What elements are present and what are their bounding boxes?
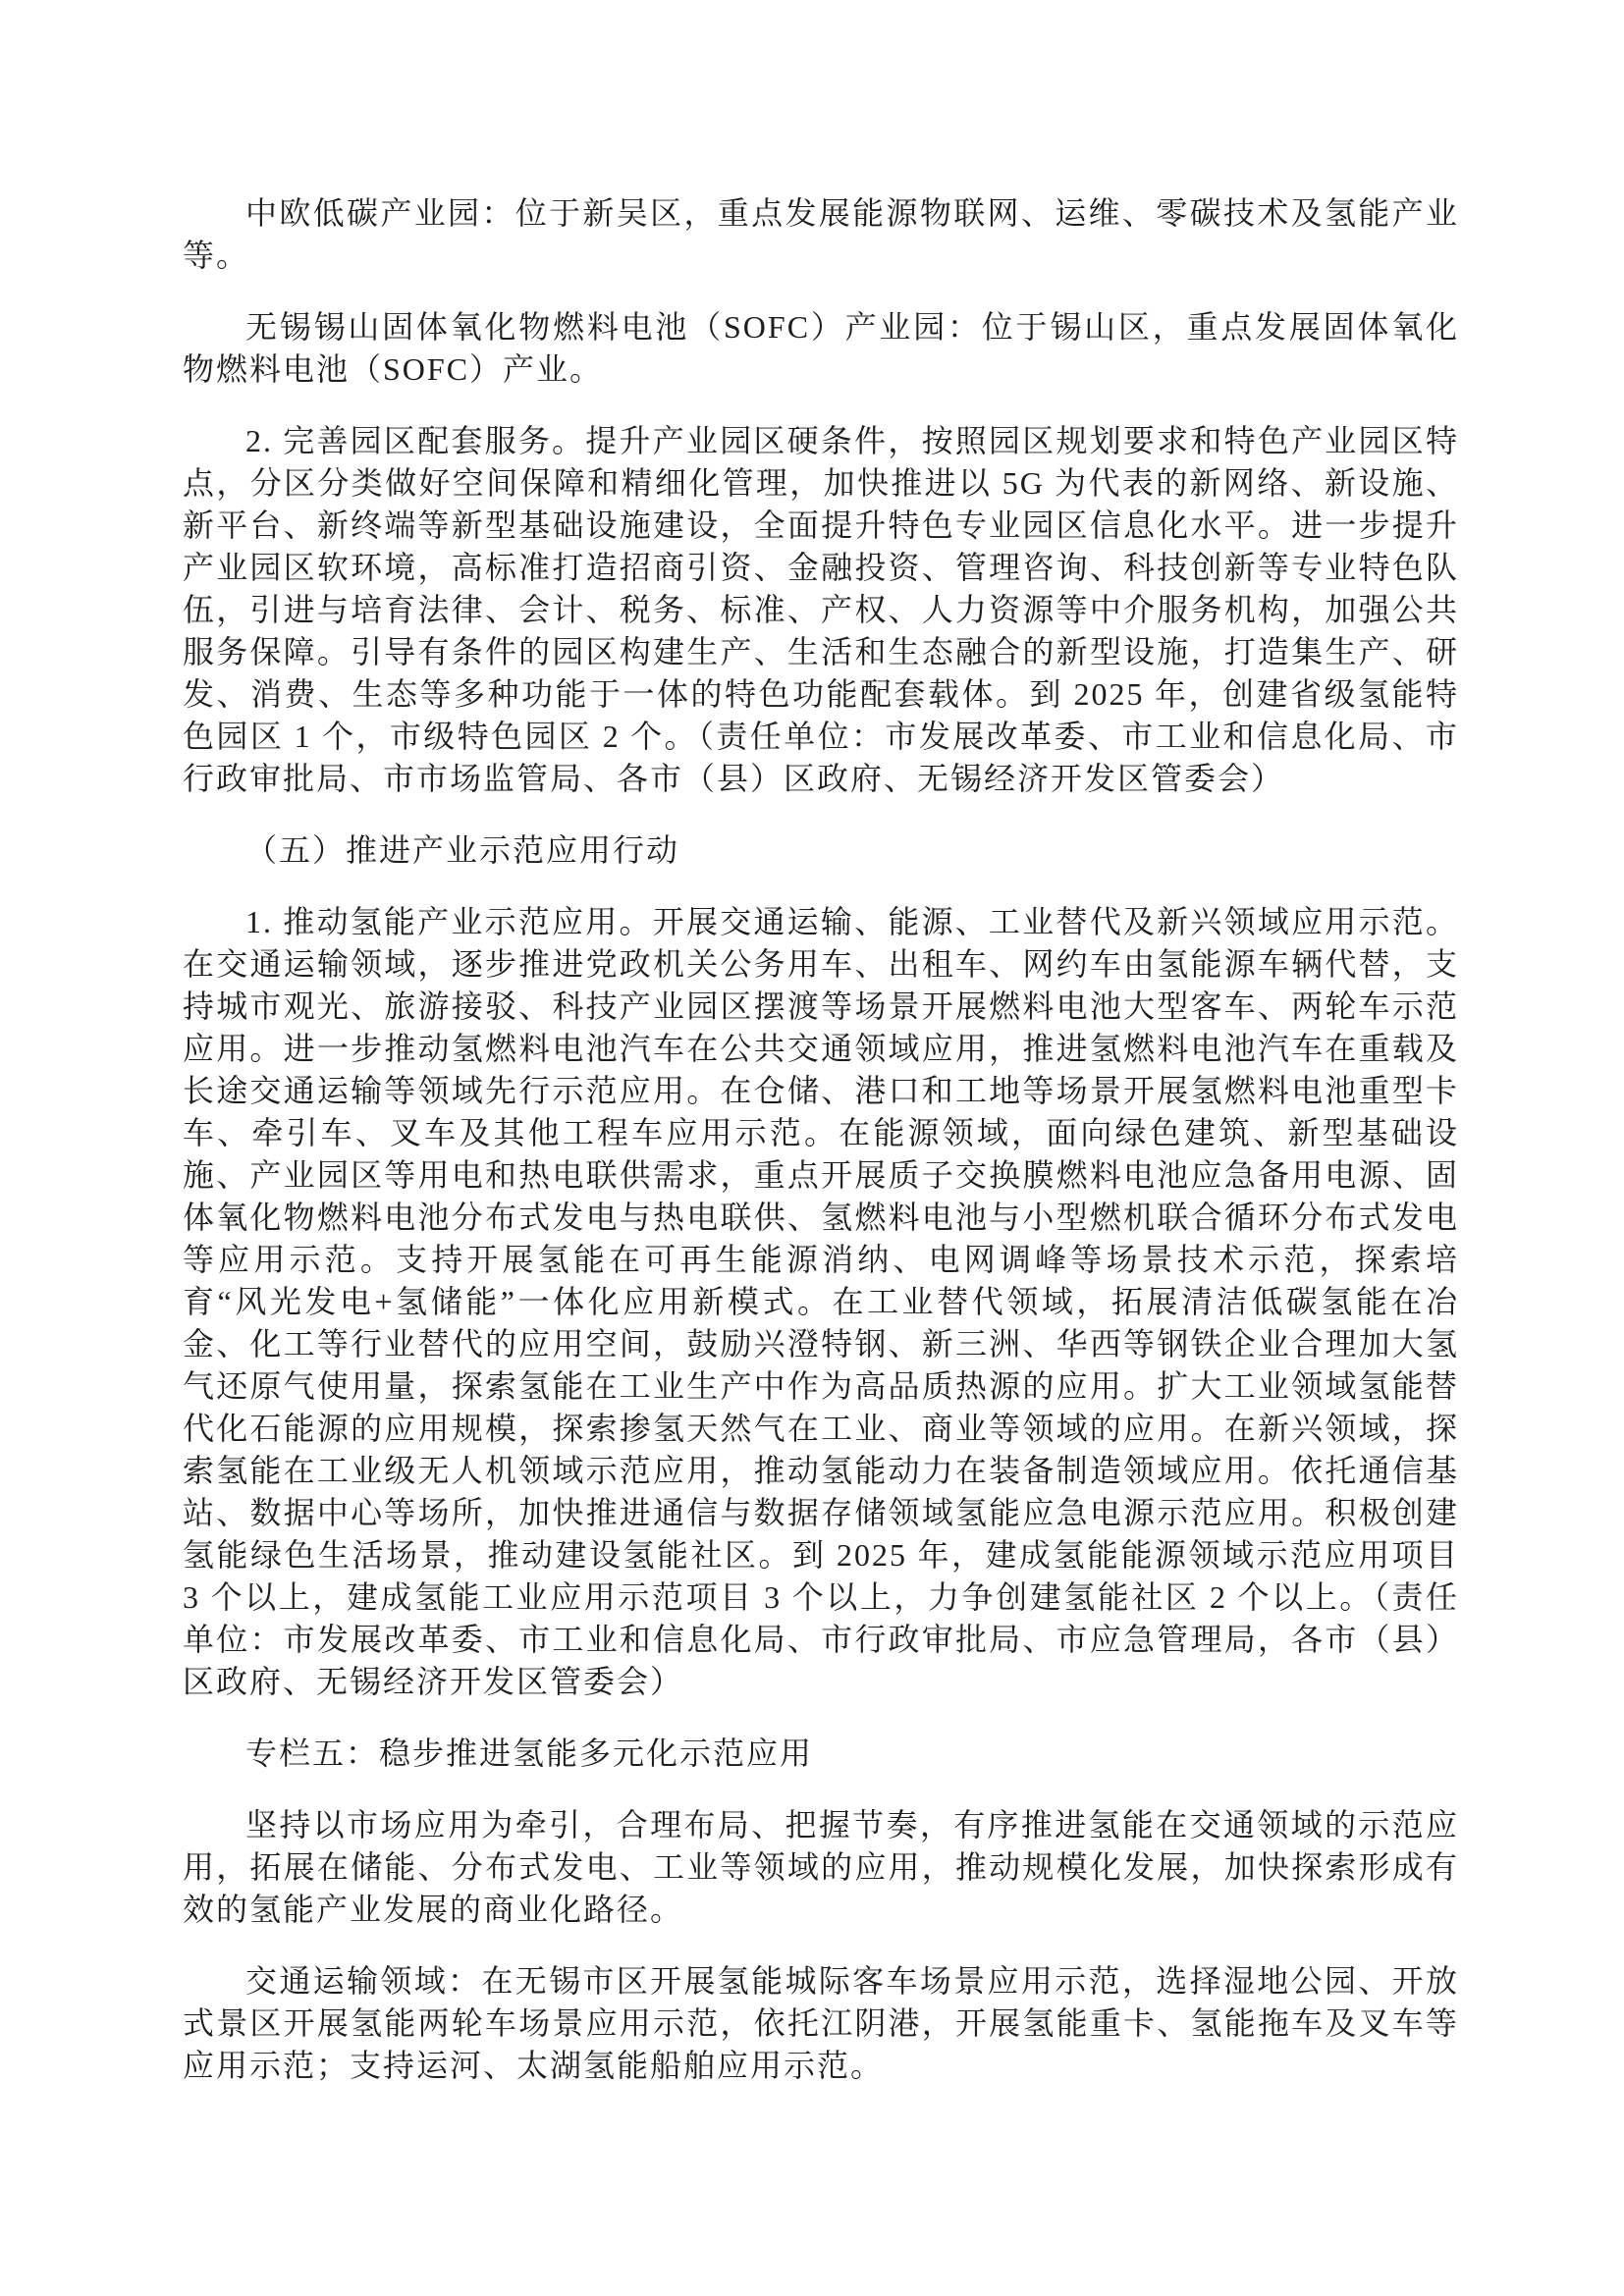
column-heading: 专栏五：稳步推进氢能多元化示范应用 bbox=[245, 1735, 814, 1771]
paragraph: 1. 推动氢能产业示范应用。开展交通运输、能源、工业替代及新兴领域应用示范。在交通运输领域，逐步推进党政机关公务用车、出租车、网约车由氢能源车辆代替，支持城市观光、旅游接驳、科技产业园区摆渡等场景开展燃料电池大型客车、两轮车示范应用。进一步推动氢燃料电池汽车在公共交通领域应用，推进氢燃料电池汽车在重载及长途交通运输等领域先行示范应用。在仓储、港口和工地等场景开展氢燃料电池重型卡车、牵引车、叉车及其他工程车应用示范。在能源领域，面向绿色建筑、新型基础设施、产业园区等用电和热电联供需求，重点开展质子交换膜燃料电池应急备用电源、固体氧化物燃料电池分布式发电与热电联供、氢燃料电池与小型燃机联合循环分布式发电等应用示范。支持开展氢能在可再生能源消纳、电网调峰等场景技术示范，探索培育“风光发电+氢储能”一体化应用新模式。在工业替代领域，拓展清洁低碳氢能在冶金、化工等行业替代的应用空间，鼓励兴澄特钢、新三洲、华西等钢铁企业合理加大氢气还原气使用量，探索氢能在工业生产中作为高品质热源的应用。扩大工业领域氢能替代化石能源的应用规模，探索掺氢天然气在工业、商业等领域的应用。在新兴领域，探索氢能在工业级无人机领域示范应用，推动氢能动力在装备制造领域应用。依托通信基站、数据中心等场所，加快推进通信与数据存储领域氢能应急电源示范应用。积极创建氢能绿色生活场景，推动建设氢能社区。到 2025 年，建成氢能能源领域示范应用项目 3 个以上，建成氢能工业应用示范项目 3 个以上，力争创建氢能社区 2 个以上。（责任单位：市发展改革委、市工业和信息化局、市行政审批局、市应急管理局，各市（县）区政府、无锡经济开发区管委会） bbox=[183, 904, 1459, 1699]
paragraph: 中欧低碳产业园：位于新吴区，重点发展能源物联网、运维、零碳技术及氢能产业等。 bbox=[183, 195, 1459, 273]
paragraph: 无锡锡山固体氧化物燃料电池（SOFC）产业园：位于锡山区，重点发展固体氧化物燃料电池（SOFC）产业。 bbox=[183, 309, 1459, 387]
section-heading: （五）推进产业示范应用行动 bbox=[245, 832, 680, 868]
paragraph: 2. 完善园区配套服务。提升产业园区硬条件，按照园区规划要求和特色产业园区特点，分区分类做好空间保障和精细化管理，加快推进以 5G 为代表的新网络、新设施、新平台、新终端等新型基础设施建设，全面提升特色专业园区信息化水平。进一步提升产业园区软环境，高标准打造招商引资、金融投资、管理咨询、科技创新等专业特色队伍，引进与培育法律、会计、税务、标准、产权、人力资源等中介服务机构，加强公共服务保障。引导有条件的园区构建生产、生活和生态融合的新型设施，打造集生产、研发、消费、生态等多种功能于一体的特色功能配套载体。到 2025 年，创建省级氢能特色园区 1 个，市级特色园区 2 个。（责任单位：市发展改革委、市工业和信息化局、市行政审批局、市市场监管局、各市（县）区政府、无锡经济开发区管委会） bbox=[183, 423, 1459, 796]
paragraph: 坚持以市场应用为牵引，合理布局、把握节奏，有序推进氢能在交通领域的示范应用，拓展在储能、分布式发电、工业等领域的应用，推动规模化发展，加快探索形成有效的氢能产业发展的商业化路径。 bbox=[183, 1807, 1459, 1927]
paragraph: 交通运输领域：在无锡市区开展氢能城际客车场景应用示范，选择湿地公园、开放式景区开展氢能两轮车场景应用示范，依托江阴港，开展氢能重卡、氢能拖车及叉车等应用示范；支持运河、太湖氢能船舶应用示范。 bbox=[183, 1963, 1459, 2083]
